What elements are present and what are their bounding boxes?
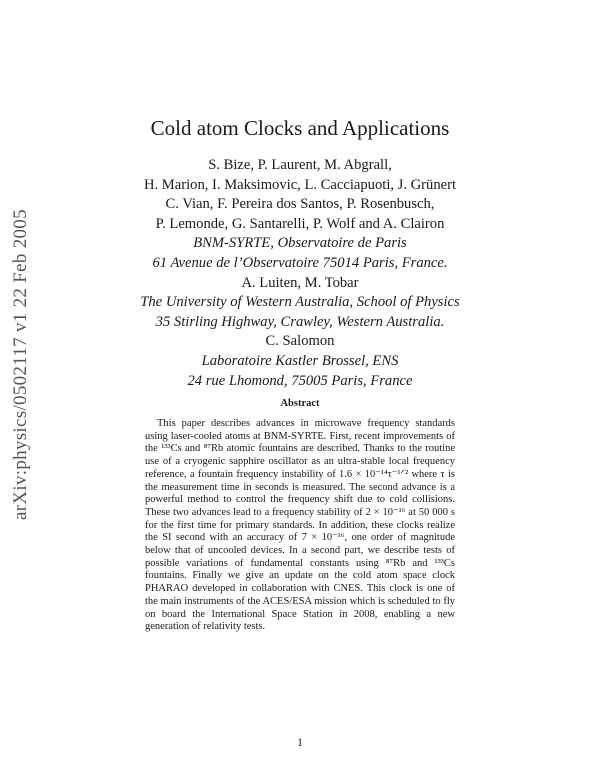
affiliation-line: BNM-SYRTE, Observatoire de Paris [193,235,407,252]
arxiv-identifier-stamp: arXiv:physics/0502117 v1 22 Feb 2005 [10,209,31,520]
abstract-heading: Abstract [280,398,320,409]
author-line: C. Salomon [265,333,335,350]
affiliation-line: 61 Avenue de l’Observatoire 75014 Paris, France. [152,254,448,271]
author-affiliation-block [0,156,600,391]
affiliation-line: The University of Western Australia, School of Physics [140,294,460,311]
author-line: C. Vian, F. Pereira dos Santos, P. Rosenbusch, [165,196,435,213]
page-number: 1 [297,735,303,749]
affiliation-line: 24 rue Lhomond, 75005 Paris, France [187,372,413,389]
affiliation-line: 35 Stirling Highway, Crawley, Western Australia. [155,313,445,330]
abstract-body: This paper describes advances in microwave frequency standards using laser-cooled atoms at BNM-SYRTE. First, recent improvements of the ¹³³Cs and ⁸⁷Rb atomic fountains are described. Thanks to the routine use of a cryogenic sapphire oscillator as an ultra-stable local frequency reference, a fountain frequency instability of 1.6 × 10⁻¹⁴τ⁻¹ᐟ² where τ is the measurement time in seconds is measured. The second advance is a powerful method to control the frequency shift due to cold collisions. These two advances lead to a frequency stability of 2 × 10⁻¹⁶ at 50 000 s for the first time for primary standards. In addition, these clocks realize the SI second with an accuracy of 7 × 10⁻¹⁶, one order of magnitude below that of uncooled devices. In a second part, we describe tests of possible variations of fundamental constants using ⁸⁷Rb and ¹³³Cs fountains. Finally we give an update on the cold atom space clock PHARAO developed in collaboration with CNES. This clock is one of the main instruments of the ACES/ESA mission which is scheduled to fly on board the International Space Station in 2008, enabling a new generation of relativity tests. [145,418,455,633]
author-line: H. Marion, I. Maksimovic, L. Cacciapuoti, J. Grünert [143,176,457,193]
author-line: S. Bize, P. Laurent, M. Abgrall, [208,157,392,173]
author-line: P. Lemonde, G. Santarelli, P. Wolf and A. Clairon [155,215,445,232]
paper-title: Cold atom Clocks and Applications [150,116,450,140]
author-line: A. Luiten, M. Tobar [241,274,359,291]
affiliation-line: Laboratoire Kastler Brossel, ENS [201,352,399,369]
